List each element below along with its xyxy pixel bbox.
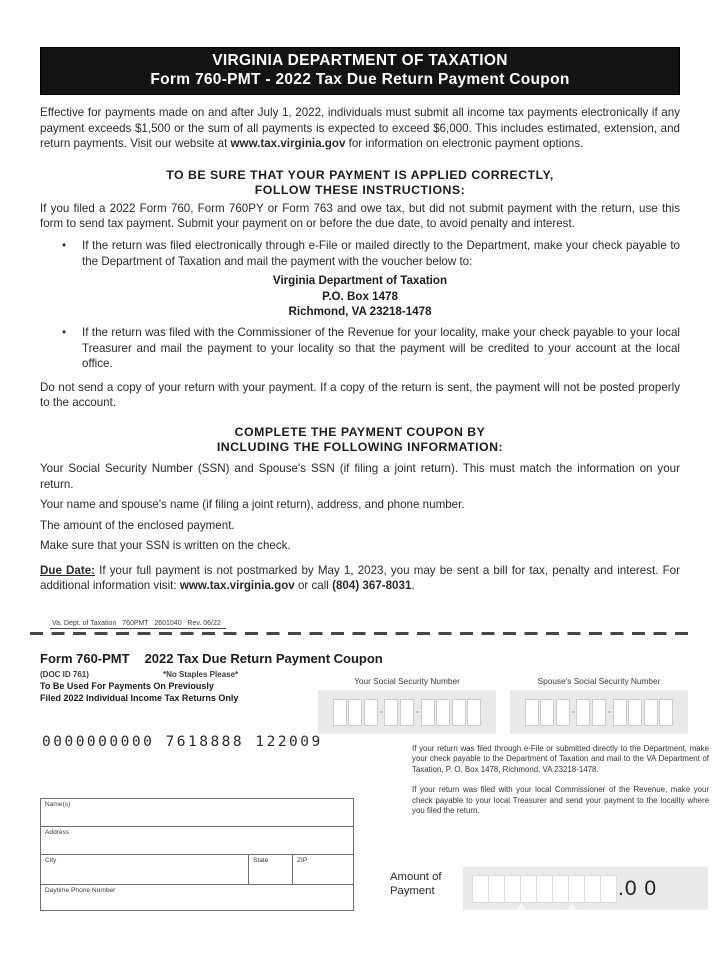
coupon-usage-line1: To Be Used For Payments On Previously — [40, 681, 214, 691]
your-ssn-label: Your Social Security Number — [354, 676, 460, 686]
ssn-dash-separator — [415, 699, 420, 726]
mailing-address-line1: Virginia Department of Taxation — [272, 274, 448, 288]
intro-text-before: Effective for payments made on and after July 1, 2022, individuals must submit all income tax payments electronically if any payment exceeds $1,500 or the sum of all payments is expected to exceed $6,000. This includes estimated, extension, and return payments. Visit our website at — [40, 106, 680, 151]
ssn-digit-box — [421, 699, 435, 726]
due-date-text3: . — [411, 579, 415, 593]
instructions-heading-line2: FOLLOW THESE INSTRUCTIONS: — [254, 182, 466, 197]
mailing-address-line2: P.O. Box 1478 — [322, 289, 398, 303]
coupon-side-notes — [412, 744, 709, 816]
coupon-usage-line2: Filed 2022 Individual Income Tax Returns Only — [40, 692, 239, 703]
due-date-label: Due Date: — [40, 563, 96, 577]
amount-digit-box — [536, 875, 553, 903]
amount-of-payment-field — [463, 867, 708, 910]
ssn-digit-box — [333, 699, 347, 726]
amount-digit-boxes — [472, 875, 616, 903]
intro-website-link-text: www.tax.virginia.gov — [230, 137, 346, 151]
ssn-dash-separator — [379, 699, 384, 726]
ssn-digit-box — [436, 699, 450, 726]
complete-coupon-heading — [40, 425, 680, 455]
your-ssn-field — [318, 690, 496, 734]
form-revision-small-print: Va. Dept. of Taxation 760PMT 2601040 Rev. 06/22 — [50, 620, 226, 629]
locality-payment-note: If your return was filed with your local Commissioner of the Revenue, make your check payable to your local Treasurer and send your payment to the locality where you filed the return. — [412, 785, 709, 816]
phone-field-label: Daytime Phone Number — [45, 887, 116, 894]
instructions-intro-paragraph: If you filed a 2022 Form 760, Form 760PY or Form 763 and owe tax, but did not submit payment with the return, use this form to send tax payment. Submit your payment on or before the due date, to avoid penalty and interest. — [40, 201, 680, 231]
coupon-usage-note — [40, 681, 238, 704]
city-field-label: City — [45, 857, 57, 864]
bullet-efile-text: If the return was filed electronically through e-File or mailed directly to the Department, make your check payable to the Department of Taxation and mail the payment with the voucher below to: — [82, 238, 680, 268]
bullet-commissioner-text: If the return was filed with the Commissioner of the Revenue for your locality, make your check payable to your local Treasurer and mail the payment to your locality so that the payment will be credited to your account at the local office. — [82, 325, 680, 371]
state-field-label: State — [253, 857, 269, 864]
instructions-heading-line1: TO BE SURE THAT YOUR PAYMENT IS APPLIED CORRECTLY, — [166, 167, 554, 182]
detach-dashed-line — [30, 632, 692, 635]
bullet-item-commissioner — [62, 325, 680, 372]
due-date-text1: If your full payment is not postmarked by May 1, 2023, you may be sent a bill for tax, penalty and interest. For additional information visit: — [40, 563, 680, 593]
address-field-label: Address — [45, 829, 70, 836]
ssn-digit-box — [400, 699, 414, 726]
preprinted-cents: .0 0 — [618, 876, 658, 900]
city-field — [41, 855, 248, 884]
ssn-digit-box — [467, 699, 481, 726]
no-copy-paragraph: Do not send a copy of your return with your payment. If a copy of the return is sent, the payment will not be posted properly to the account. — [40, 380, 680, 410]
complete-coupon-heading-line2: INCLUDING THE FOLLOWING INFORMATION: — [216, 439, 504, 454]
address-field — [41, 826, 353, 854]
amount-digit-box — [552, 875, 569, 903]
banner-subtitle: Form 760-PMT - 2022 Tax Due Return Payment Coupon — [150, 71, 570, 88]
amount-digit-box — [504, 875, 521, 903]
bullet-marker: • — [62, 238, 67, 252]
coupon-title-row — [40, 651, 383, 666]
ssn-digit-box — [348, 699, 362, 726]
zip-field — [292, 855, 353, 884]
due-date-paragraph — [40, 563, 680, 594]
ssn-digit-box — [613, 699, 627, 726]
name-field-label: Name(s) — [45, 801, 71, 808]
coupon-title: 2022 Tax Due Return Payment Coupon — [144, 651, 383, 666]
due-date-website: www.tax.virginia.gov — [179, 579, 295, 593]
ssn-digit-box — [556, 699, 570, 726]
form-header-banner — [40, 47, 680, 95]
efile-payment-note: If your return was filed through e-File or submitted directly to the Department, make your check payable to the Department of Taxation and mail to the VA Department of Taxation, P. O. Box 1478, Richmond, VA 23218-1478. — [412, 744, 709, 774]
ssn-digit-box — [540, 699, 554, 726]
thousands-comma-marker — [516, 903, 526, 910]
amount-label-line1: Amount of — [390, 871, 442, 883]
instructions-heading — [40, 168, 680, 198]
coupon-doc-id: (DOC ID 761) — [40, 670, 89, 679]
ssn-digit-box — [628, 699, 642, 726]
ssn-digit-box — [452, 699, 466, 726]
intro-text-after: for information on electronic payment options. — [345, 137, 584, 151]
due-date-phone: (804) 367-8031 — [332, 579, 412, 593]
bullet-item-efile — [62, 238, 680, 269]
complete-item-ssn: Your Social Security Number (SSN) and Spouse's SSN (if filing a joint return). This must match the information on your return. — [40, 461, 680, 491]
zip-field-label: ZIP — [297, 857, 308, 864]
complete-item-name: Your name and spouse's name (if filing a joint return), address, and phone number. — [40, 498, 465, 512]
due-date-text2: or call — [294, 579, 333, 593]
amount-digit-box — [600, 875, 617, 903]
complete-item-amount: The amount of the enclosed payment. — [40, 518, 235, 532]
thousands-comma-marker — [567, 903, 577, 910]
intro-paragraph — [40, 105, 680, 152]
ssn-digit-box — [592, 699, 606, 726]
spouse-ssn-label: Spouse's Social Security Number — [537, 676, 661, 686]
ssn-digit-box — [659, 699, 673, 726]
mailing-address-block — [40, 273, 680, 320]
ssn-dash-separator — [571, 699, 576, 726]
city-state-zip-row — [41, 854, 353, 884]
ocr-scanline: 0000000000 7618888 122009 — [42, 734, 323, 750]
name-field — [41, 799, 353, 826]
ssn-digit-box — [525, 699, 539, 726]
state-field — [248, 855, 292, 884]
amount-digit-box — [472, 875, 489, 903]
complete-item-check: Make sure that your SSN is written on the check. — [40, 539, 291, 553]
spouse-ssn-field — [510, 690, 688, 734]
no-staples-note: *No Staples Please* — [163, 670, 239, 679]
coupon-form-code: Form 760-PMT — [40, 651, 130, 666]
ssn-digit-box — [384, 699, 398, 726]
complete-coupon-heading-line1: COMPLETE THE PAYMENT COUPON BY — [234, 424, 486, 439]
amount-digit-box — [584, 875, 601, 903]
mailing-address-line3: Richmond, VA 23218-1478 — [288, 305, 432, 319]
amount-digit-box — [520, 875, 537, 903]
amount-label-line2: Payment — [390, 885, 435, 897]
bullet-marker: • — [62, 325, 67, 339]
amount-digit-box — [488, 875, 505, 903]
cut-line-area — [0, 612, 720, 635]
ssn-dash-separator — [607, 699, 612, 726]
amount-of-payment-label — [390, 870, 442, 898]
amount-digit-box — [568, 875, 585, 903]
banner-title: VIRGINIA DEPARTMENT OF TAXATION — [212, 52, 508, 69]
ssn-digit-box — [644, 699, 658, 726]
ssn-digit-box — [364, 699, 378, 726]
ssn-digit-box — [576, 699, 590, 726]
taxpayer-info-box — [40, 798, 354, 911]
phone-field — [41, 884, 353, 910]
payment-coupon — [0, 648, 720, 957]
